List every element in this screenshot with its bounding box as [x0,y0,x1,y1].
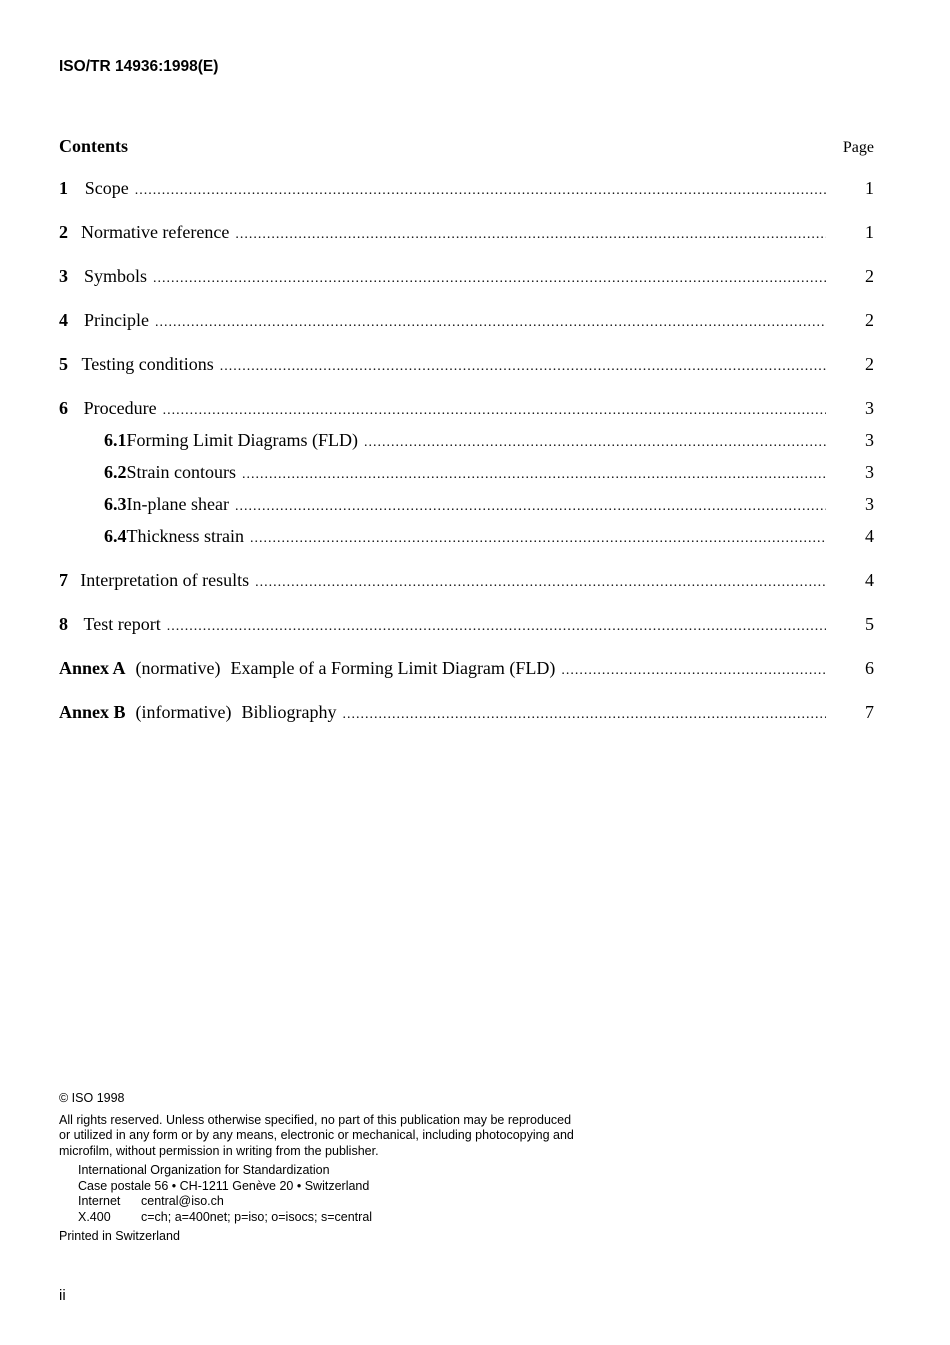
toc-entry-number: 5 [59,354,68,374]
printed-in: Printed in Switzerland [59,1229,180,1243]
toc-entry-title: Scope [84,178,129,198]
toc-entry-page: 2 [865,266,874,286]
toc-entry-5[interactable] [59,354,874,386]
toc-entry-6-2[interactable] [59,462,874,494]
toc-entry-number: 6.4 [104,526,127,546]
toc-entry-1[interactable] [59,178,874,210]
internet-email[interactable]: central@iso.ch [141,1194,224,1208]
rights-line: microfilm, without permission in writing from the publisher. [59,1143,379,1158]
toc-entry-number: 4 [59,310,68,330]
toc-entry-4[interactable] [59,310,874,342]
toc-entry-title: Procedure [83,398,157,418]
toc-entry-8[interactable] [59,614,874,646]
toc-entry-7[interactable] [59,570,874,602]
document-id: ISO/TR 14936:1998(E) [59,58,219,75]
toc-entry-title: Principle [83,310,149,330]
toc-entry-6-1[interactable] [59,430,874,462]
dot-leader [135,183,826,199]
dot-leader [220,359,826,375]
dot-leader [364,435,826,451]
annex-kind: (normative) [135,658,221,678]
annex-kind: (informative) [135,702,232,722]
toc-entry-title: Thickness strain [126,526,244,546]
toc-header [59,136,874,162]
toc-entry-2[interactable] [59,222,874,254]
dot-leader [167,619,826,635]
annex-label: Annex B [59,702,126,722]
dot-leader [250,531,826,547]
toc-entry-title: Forming Limit Diagrams (FLD) [126,430,358,450]
toc-entry-page: 2 [865,310,874,330]
toc-entry-title: Normative reference [80,222,230,242]
toc-entry-page: 5 [865,614,874,634]
toc-entry-title: Bibliography [241,702,337,722]
rights-line: All rights reserved. Unless otherwise specified, no part of this publication may be reproduced [59,1112,572,1127]
toc-entry-title: Example of a Forming Limit Diagram (FLD) [230,658,556,678]
toc-entry-number: 6 [59,398,68,418]
toc-entry-page: 6 [865,658,874,678]
toc-entry-page: 3 [865,494,874,514]
postal-address: Case postale 56 • CH-1211 Genève 20 • Switzerland [78,1178,370,1193]
toc-entry-number: 2 [59,222,68,242]
publisher-address [78,1163,659,1225]
toc-annex-b[interactable] [59,702,874,734]
toc-entry-title: Interpretation of results [80,570,250,590]
toc-entry-number: 1 [59,178,68,198]
annex-label: Annex A [59,658,126,678]
rights-line: or utilized in any form or by any means, electronic or mechanical, including photocopying and [59,1128,574,1142]
internet-row [78,1194,659,1210]
x400-row [78,1210,659,1226]
toc-entry-title: Testing conditions [81,354,214,374]
toc-entry-number: 3 [59,266,68,286]
rights-statement [59,1113,659,1160]
toc-entry-number: 7 [59,570,68,590]
toc-entry-page: 2 [865,354,874,374]
toc-annex-a[interactable] [59,658,874,690]
dot-leader [235,499,826,515]
dot-leader [242,467,826,483]
page-number: ii [59,1287,66,1304]
dot-leader [561,663,826,679]
dot-leader [163,403,826,419]
toc-entry-page: 3 [865,430,874,450]
toc-entry-title: In-plane shear [126,494,229,514]
dot-leader [342,707,826,723]
toc-entry-page: 1 [865,222,874,242]
toc-entry-number: 8 [59,614,68,634]
toc-entry-title: Test report [83,614,161,634]
copyright-line: © ISO 1998 [59,1091,125,1105]
toc-entry-6-4[interactable] [59,526,874,558]
table-of-contents [59,136,874,734]
toc-entry-page: 4 [865,570,874,590]
x400-label: X.400 [78,1209,111,1224]
org-name: International Organization for Standardization [78,1163,330,1177]
toc-entry-number: 6.2 [104,462,127,482]
toc-entry-page: 7 [865,702,874,722]
toc-entry-page: 4 [865,526,874,546]
x400-address: c=ch; a=400net; p=iso; o=isocs; s=central [141,1209,373,1224]
toc-entry-number: 6.3 [104,494,127,514]
toc-list [59,178,874,734]
toc-entry-3[interactable] [59,266,874,298]
toc-entry-page: 3 [865,398,874,418]
internet-label: Internet [78,1194,121,1208]
toc-entry-6[interactable] [59,398,874,430]
toc-entry-6-3[interactable] [59,494,874,526]
copyright-notice [59,1091,659,1245]
toc-entry-title: Strain contours [126,462,236,482]
toc-entry-page: 3 [865,462,874,482]
toc-page-column-label: Page [842,139,874,156]
toc-entry-number: 6.1 [104,430,127,450]
toc-title: Contents [59,136,129,156]
toc-entry-title: Symbols [84,266,148,286]
dot-leader [255,575,826,591]
toc-entry-page: 1 [865,178,874,198]
dot-leader [235,227,826,243]
dot-leader [153,271,826,287]
dot-leader [155,315,826,331]
